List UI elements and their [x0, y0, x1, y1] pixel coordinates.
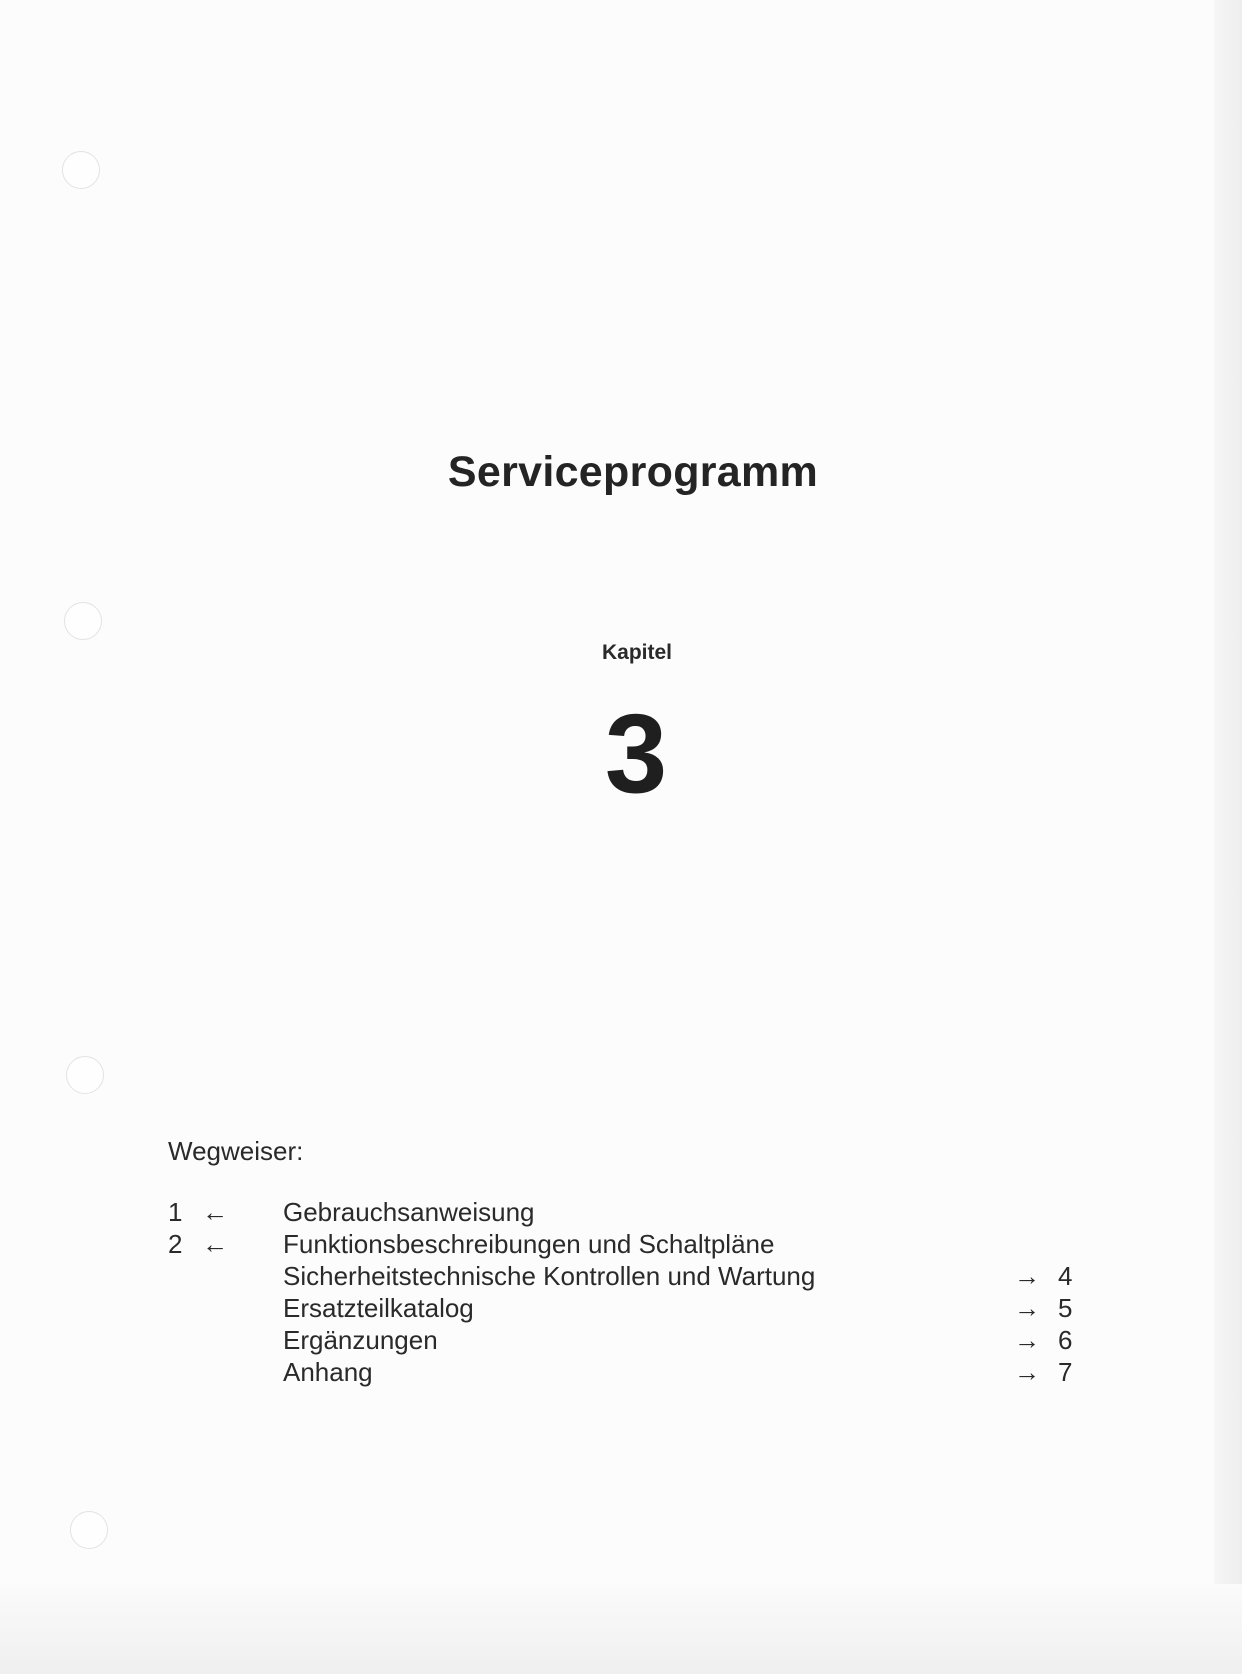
guide-row: [168, 1228, 1088, 1260]
forward-arrow-icon: →: [1014, 1325, 1040, 1355]
guide-row: [168, 1196, 1088, 1228]
punch-hole: [62, 151, 100, 189]
forward-arrow-icon: →: [1014, 1261, 1040, 1291]
guide-row-target: 4: [1058, 1261, 1073, 1291]
page-title: Serviceprogramm: [447, 448, 819, 496]
back-arrow-icon: ←: [202, 1197, 228, 1227]
guide-row: [168, 1324, 1088, 1356]
guide-row-label: Sicherheitstechnische Kontrollen und Wartung: [283, 1261, 816, 1291]
punch-hole: [66, 1056, 104, 1094]
chapter-label: Kapitel: [601, 641, 672, 664]
guide-row-label: Anhang: [283, 1357, 373, 1387]
page-edge-shadow-bottom: [0, 1584, 1242, 1674]
back-arrow-icon: ←: [202, 1229, 228, 1259]
guide-row-number: 2: [168, 1229, 183, 1259]
page-edge-shadow-right: [1214, 0, 1242, 1674]
guide-row-target: 5: [1058, 1293, 1073, 1323]
forward-arrow-icon: →: [1014, 1357, 1040, 1387]
guide-row: [168, 1292, 1088, 1324]
guide-row-target: 6: [1058, 1325, 1073, 1355]
guide-row: [168, 1356, 1088, 1388]
guide-row: [168, 1260, 1088, 1292]
guide-row-target: 7: [1058, 1357, 1073, 1387]
punch-hole: [70, 1511, 108, 1549]
guide-row-label: Ergänzungen: [283, 1325, 438, 1355]
punch-hole: [64, 602, 102, 640]
guide-list: [168, 1196, 1088, 1388]
guide-row-number: 1: [168, 1197, 183, 1227]
forward-arrow-icon: →: [1014, 1293, 1040, 1323]
guide-row-label: Gebrauchsanweisung: [283, 1197, 535, 1227]
guide-heading: Wegweiser:: [168, 1136, 304, 1166]
guide-row-label: Ersatzteilkatalog: [283, 1293, 474, 1323]
guide-row-label: Funktionsbeschreibungen und Schaltpläne: [283, 1229, 775, 1259]
chapter-number: 3: [604, 691, 668, 816]
